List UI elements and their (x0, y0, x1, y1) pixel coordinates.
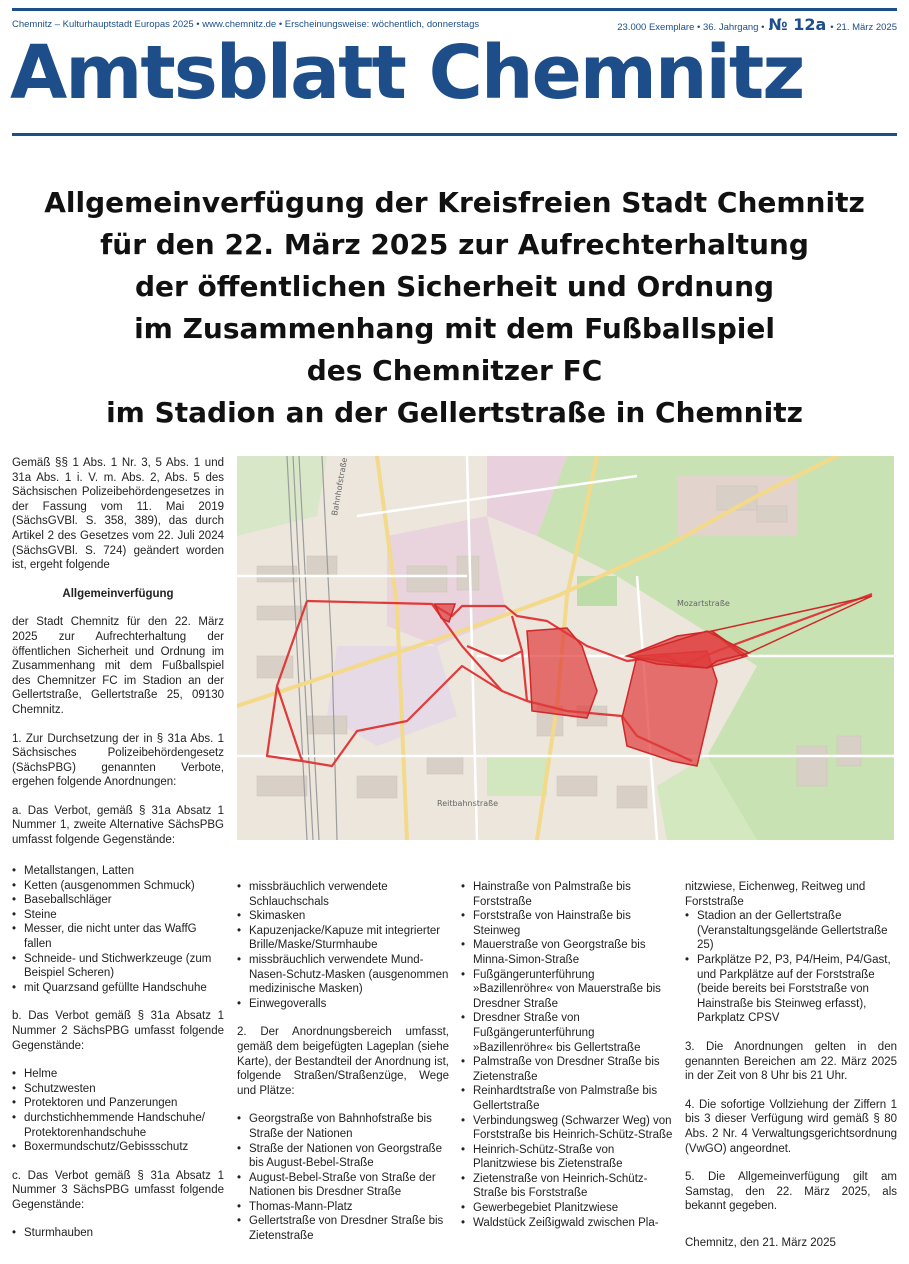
list-item: • Metallstangen, Latten (12, 864, 224, 879)
list-item: • Hainstraße von Palmstraße bis Forststraße (461, 880, 673, 909)
list-item: • Parkplätze P2, P3, P4/Heim, P4/Gast, und Parkplätze auf der Forststraße (beide bereits bei Forststraße von Hainstraße bis Steinweg erfasst), Parkplatz CPSV (685, 953, 897, 1026)
item-3-paragraph: 3. Die Anordnungen gelten in den genannten Bereichen am 22. März 2025 in der Zeit von 8 Uhr bis 21 Uhr. (685, 1040, 897, 1083)
list-item: • Straße der Nationen von Georgstraße bis August-Bebel-Straße (237, 1142, 449, 1171)
item-a-paragraph: a. Das Verbot, gemäß § 31a Absatz 1 Nummer 1, zweite Alternative SächsPBG umfasst folgende Gegenstände: (12, 804, 224, 847)
list-item: • Baseballschläger (12, 893, 224, 908)
headline (40, 182, 869, 434)
list-item: • Gewerbegebiet Planitzwiese (461, 1201, 673, 1216)
item-2-paragraph: 2. Der Anordnungsbereich umfasst, gemäß dem beigefügten Lageplan (siehe Karte), der Bestandteil der Anordnung ist, folgende Straßen/Straßenzüge, Wege und Plätze: (237, 1026, 449, 1097)
list-item: • Skimasken (237, 909, 449, 924)
list-item: • Schutzwesten (12, 1082, 224, 1097)
list-item: • Forststraße von Hainstraße bis Steinweg (461, 909, 673, 938)
list-item: • Stadion an der Gellertstraße (Veranstaltungsgelände Gellertstraße 25) (685, 909, 897, 953)
street-list-3 (685, 880, 897, 1026)
list-item: • Ketten (ausgenommen Schmuck) (12, 879, 224, 894)
list-item: • durchstichhemmende Handschuhe/ Protektorenhandschuhe (12, 1111, 224, 1140)
list-item: • Fußgängerunterführung »Bazillenröhre« von Mauerstraße bis Dresdner Straße (461, 968, 673, 1012)
meta-circulation: 23.000 Exemplare • 36. Jahrgang • (617, 21, 765, 33)
list-a (12, 864, 224, 995)
list-item: • Reinhardtstraße von Palmstraße bis Gellertstraße (461, 1084, 673, 1113)
headline-line: Allgemeinverfügung der Kreisfreien Stadt Chemnitz (44, 186, 865, 219)
map-street-label: Bahnhofstraße (330, 456, 350, 517)
street-list-1 (237, 1112, 449, 1243)
headline-line: im Zusammenhang mit dem Fußballspiel (134, 312, 775, 345)
headline-line: für den 22. März 2025 zur Aufrechterhaltung (100, 228, 809, 261)
headline-line: im Stadion an der Gellertstraße in Chemnitz (106, 396, 803, 429)
masthead-title: Amtsblatt Chemnitz (10, 30, 804, 116)
list-item: • Heinrich-Schütz-Straße von Planitzwiese bis Zietenstraße (461, 1143, 673, 1172)
issue-number: № 12a (768, 14, 827, 34)
list-item: • August-Bebel-Straße von Straße der Nationen bis Dresdner Straße (237, 1171, 449, 1200)
masthead-rule (12, 133, 897, 136)
list-item: • Kapuzenjacke/Kapuze mit integrierter Brille/Maske/Sturmhaube (237, 924, 449, 953)
list-c-cont (237, 880, 449, 1011)
list-item: • Dresdner Straße von Fußgängerunterführung »Bazillenröhre« bis Gellertstraße (461, 1011, 673, 1055)
list-item: • mit Quarzsand gefüllte Handschuhe (12, 981, 224, 996)
bottom-column-1 (12, 864, 224, 1255)
item-b-paragraph: b. Das Verbot gemäß § 31a Absatz 1 Nummer 2 SächsPBG umfasst folgende Gegenstände: (12, 1010, 224, 1052)
decree-paragraph: der Stadt Chemnitz für den 22. März 2025 zur Aufrechterhaltung der öffentlichen Sicherheit und Ordnung im Zusammenhang mit dem Fußballspiel des Chemnitzer FC im Stadion an der Gellertstraße, Gellertstraße 25, 09130 Chemnitz. (12, 616, 224, 716)
list-item: • Thomas-Mann-Platz (237, 1200, 449, 1215)
item-4-paragraph: 4. Die sofortige Vollziehung der Ziffern 1 bis 3 dieser Verfügung wird gemäß § 80 Abs. 2 Nr. 4 Verwaltungsgerichtsordnung (VwGO) angeordnet. (685, 1098, 897, 1155)
street-list-2 (461, 880, 673, 1230)
intro-column (12, 456, 224, 862)
site-map (237, 456, 894, 840)
intro-paragraph: Gemäß §§ 1 Abs. 1 Nr. 3, 5 Abs. 1 und 31a Abs. 1 i. V. m. Abs. 2, Abs. 5 des Sächsischen Polizeibehördengesetzes in der Fassung vom 11. Mai 2019 (SächsGVBl. S. 358, 389), das durch Artikel 2 des Gesetzes vom 22. Juli 2024 (SächsGVBl. S. 724) geändert worden ist, ergeht folgende (12, 457, 224, 572)
site-map-graphic (237, 456, 894, 840)
item-c-paragraph: c. Das Verbot gemäß § 31a Absatz 1 Nummer 3 SächsPBG umfasst folgende Gegenstände: (12, 1169, 224, 1211)
signature-date: Chemnitz, den 21. März 2025 (685, 1236, 836, 1249)
list-item: • Protektoren und Panzerungen (12, 1096, 224, 1111)
map-street-label: Mozartstraße (677, 599, 730, 608)
list-item: • Verbindungsweg (Schwarzer Weg) von Forststraße bis Heinrich-Schütz-Straße (461, 1114, 673, 1143)
headline-line: der öffentlichen Sicherheit und Ordnung (134, 270, 775, 303)
bottom-column-3 (461, 880, 673, 1244)
list-item: • Mauerstraße von Georgstraße bis Minna-Simon-Straße (461, 938, 673, 967)
list-c (12, 1226, 224, 1241)
list-item: • Boxermundschutz/Gebissschutz (12, 1140, 224, 1155)
map-street-label: Reitbahnstraße (437, 799, 499, 808)
list-item: • Messer, die nicht unter das WaffG fallen (12, 922, 224, 951)
list-item: • Sturmhauben (12, 1226, 224, 1241)
list-item: • Helme (12, 1067, 224, 1082)
decree-subhead: Allgemeinverfügung (62, 587, 174, 600)
list-item: • Palmstraße von Dresdner Straße bis Zietenstraße (461, 1055, 673, 1084)
list-b (12, 1067, 224, 1155)
list-item: • Georgstraße von Bahnhofstraße bis Straße der Nationen (237, 1112, 449, 1141)
headline-line: des Chemnitzer FC (306, 354, 603, 387)
item-5-paragraph: 5. Die Allgemeinverfügung gilt am Samstag, den 22. März 2025, als bekannt gegeben. (685, 1171, 897, 1213)
meta-left: Chemnitz – Kulturhauptstadt Europas 2025 • www.chemnitz.de • Erscheinungsweise: wöchentlich, donnerstags (12, 18, 480, 30)
top-rule (12, 8, 897, 11)
list-item: • missbräuchlich verwendete Mund-Nasen-Schutz-Masken (ausgenommen medizinische Masken) (237, 953, 449, 997)
list-item: • Schneide- und Stichwerkzeuge (zum Beispiel Scheren) (12, 952, 224, 981)
list-item: • Zietenstraße von Heinrich-Schütz-Straße bis Forststraße (461, 1172, 673, 1201)
bottom-column-2 (237, 880, 449, 1258)
item-1-paragraph: 1. Zur Durchsetzung der in § 31a Abs. 1 Sächsisches Polizeibehördengesetz (SächsPBG) genannten Verbote, ergehen folgende Anordnungen: (12, 732, 224, 789)
list-item: nitzwiese, Eichenweg, Reitweg und Forststraße (685, 881, 866, 908)
bottom-column-4 (685, 880, 897, 1264)
list-item: • Gellertstraße von Dresdner Straße bis Zietenstraße (237, 1214, 449, 1243)
list-item: • Waldstück Zeißigwald zwischen Pla- (461, 1216, 673, 1231)
list-item: • Einwegoveralls (237, 997, 449, 1012)
meta-date: • 21. März 2025 (830, 21, 897, 33)
list-item: • Steine (12, 908, 224, 923)
list-item: • missbräuchlich verwendete Schlauchschals (237, 880, 449, 909)
